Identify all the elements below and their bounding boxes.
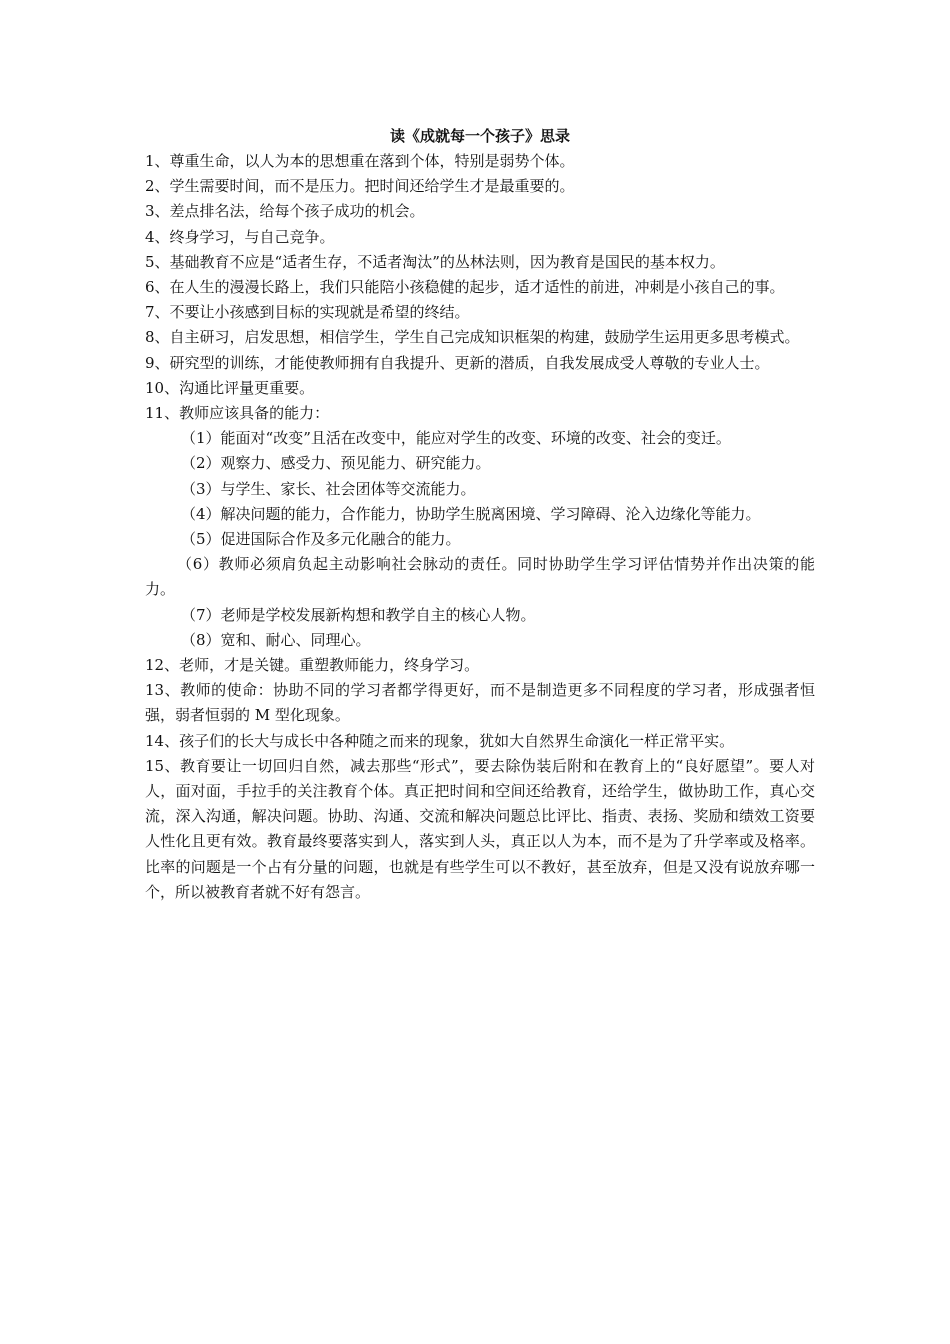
list-item: 7、不要让小孩感到目标的实现就是希望的终结。 [145, 303, 470, 322]
document-page [145, 124, 815, 905]
list-item: 3、差点排名法，给每个孩子成功的机会。 [145, 202, 425, 221]
sub-list-item: （6）教师必须肩负起主动影响社会脉动的责任。同时协助学生学习评估情势并作出决策的能力。 [145, 555, 815, 599]
list-item: 6、在人生的漫漫长路上，我们只能陪小孩稳健的起步，适才适性的前进，冲刺是小孩自己的事。 [145, 278, 785, 297]
list-item: 15、教育要让一切回归自然，减去那些“形式”，要去除伪装后附和在教育上的“良好愿望”。要人对人，面对面，手拉手的关注教育个体。真正把时间和空间还给教育，还给学生，做协助工作，真心交流，深入沟通，解决问题。协助、沟通、交流和解决问题总比评比、指责、表扬、奖励和绩效工资要人性化且更有效。教育最终要落实到人，落实到人头，真正以人为本，而不是为了升学率或及格率。比率的问题是一个占有分量的问题，也就是有些学生可以不教好，甚至放弃，但是又没有说放弃哪一个，所以被教育者就不好有怨言。 [145, 756, 815, 901]
sub-list-item: （8）宽和、耐心、同理心。 [181, 630, 371, 649]
reflection-list [145, 149, 815, 905]
list-item: 10、沟通比评量更重要。 [145, 378, 315, 397]
sub-list-item: （3）与学生、家长、社会团体等交流能力。 [181, 479, 476, 498]
list-item: 8、自主研习，启发思想，相信学生，学生自己完成知识框架的构建，鼓励学生运用更多思考模式。 [145, 328, 800, 347]
sub-list-item: （2）观察力、感受力、预见能力、研究能力。 [181, 454, 491, 473]
sub-list-item: （1）能面对“改变”且活在改变中，能应对学生的改变、环境的改变、社会的变迁。 [181, 429, 731, 448]
list-item: 9、研究型的训练，才能使教师拥有自我提升、更新的潜质，自我发展成受人尊敬的专业人士。 [145, 353, 770, 372]
sub-list-item: （7）老师是学校发展新构想和教学自主的核心人物。 [181, 605, 536, 624]
list-item: 4、终身学习，与自己竞争。 [145, 227, 335, 246]
list-item: 14、孩子们的长大与成长中各种随之而来的现象，犹如大自然界生命演化一样正常平实。 [145, 731, 735, 750]
list-item: 1、尊重生命，以人为本的思想重在落到个体，特别是弱势个体。 [145, 152, 575, 170]
sub-list-item: （4）解决问题的能力，合作能力，协助学生脱离困境、学习障碍、沦入边缘化等能力。 [181, 504, 761, 523]
document-title: 读《成就每一个孩子》思录 [389, 127, 570, 145]
list-item: 12、老师，才是关键。重塑教师能力，终身学习。 [145, 656, 480, 675]
list-item: 5、基础教育不应是“适者生存，不适者淘汰”的丛林法则，因为教育是国民的基本权力。 [145, 252, 725, 271]
list-item: 13、教师的使命：协助不同的学习者都学得更好，而不是制造更多不同程度的学习者，形成强者恒强，弱者恒弱的 M 型化现象。 [145, 681, 815, 725]
sub-list-item: （5）促进国际合作及多元化融合的能力。 [181, 530, 461, 549]
list-item: 11、教师应该具备的能力： [145, 404, 330, 423]
list-item: 2、学生需要时间，而不是压力。把时间还给学生才是最重要的。 [145, 177, 575, 196]
